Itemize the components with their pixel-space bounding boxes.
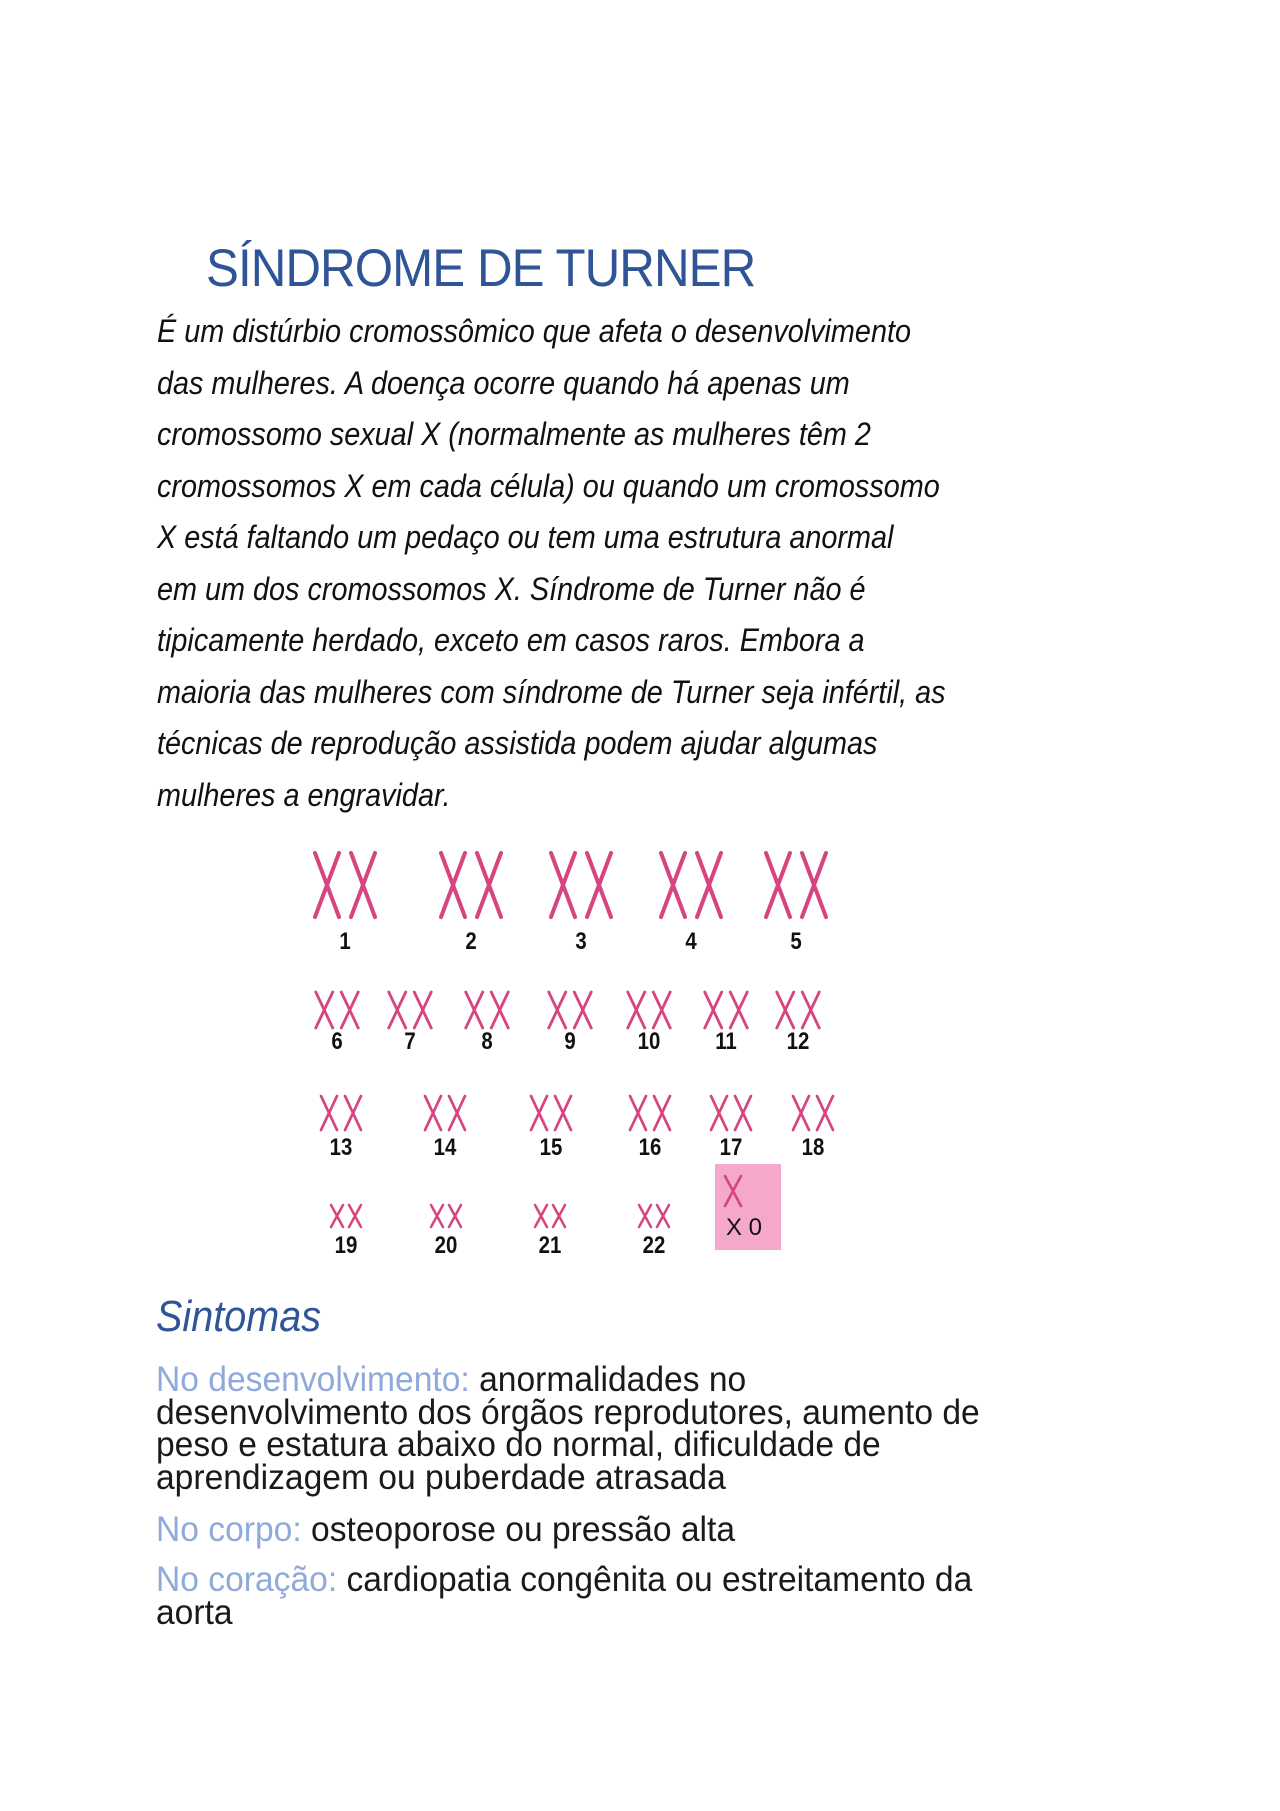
chromosome-icon bbox=[477, 853, 501, 917]
chromosome-icon bbox=[425, 1096, 441, 1130]
chromosome-label: 9 bbox=[564, 1028, 576, 1055]
chromosome-label: 10 bbox=[637, 1028, 661, 1055]
symptom-text: desenvolvimento dos órgãos reprodutores, aumento de bbox=[156, 1392, 980, 1432]
symptom-text: anormalidades no bbox=[469, 1360, 747, 1399]
chromosome-icon bbox=[531, 1096, 547, 1130]
symptom-text: aorta bbox=[156, 1592, 233, 1632]
chromosome-icon bbox=[389, 992, 406, 1028]
paragraph-line: das mulheres. A doença ocorre quando há apenas um bbox=[157, 364, 850, 401]
chromosome-label: 4 bbox=[685, 928, 697, 955]
chromosome-icon bbox=[414, 992, 431, 1028]
chromosome-icon bbox=[802, 992, 819, 1028]
intro-paragraph bbox=[157, 306, 1033, 821]
chromosome-icon bbox=[535, 1205, 547, 1227]
symptom-text: osteoporose ou pressão alta bbox=[301, 1510, 736, 1549]
chromosome-label: 5 bbox=[790, 928, 802, 955]
chromosome-icon bbox=[654, 1096, 670, 1130]
chromosome-label: 14 bbox=[433, 1134, 457, 1161]
symptom-development bbox=[156, 1360, 1014, 1497]
chromosome-label: 15 bbox=[539, 1134, 563, 1161]
paragraph-line: cromossomo sexual X (normalmente as mulheres têm 2 bbox=[157, 416, 871, 452]
chromosome-label: 11 bbox=[715, 1028, 737, 1055]
paragraph-line: em um dos cromossomos X. Síndrome de Turner não é bbox=[157, 570, 866, 607]
chromosome-label: 6 bbox=[331, 1028, 343, 1055]
chromosome-icon bbox=[555, 1096, 571, 1130]
chromosome-icon bbox=[653, 992, 670, 1028]
chromosome-label: 1 bbox=[339, 928, 351, 955]
chromosome-icon bbox=[639, 1205, 651, 1227]
chromosome-icon bbox=[315, 853, 339, 917]
chromosome-icon bbox=[345, 1096, 361, 1130]
chromosome-icon bbox=[316, 992, 333, 1028]
chromosome-icon bbox=[777, 992, 794, 1028]
chromosome-icon bbox=[321, 1096, 337, 1130]
chromosome-label: 17 bbox=[719, 1134, 743, 1161]
chromosome-label: 13 bbox=[329, 1134, 353, 1161]
chromosome-icon bbox=[735, 1096, 751, 1130]
chromosome-label: 16 bbox=[638, 1134, 662, 1161]
chromosome-icon bbox=[705, 992, 722, 1028]
chromosome-icon bbox=[466, 992, 483, 1028]
symptoms-heading: Sintomas bbox=[156, 1292, 322, 1341]
chromosome-label: 19 bbox=[334, 1232, 358, 1259]
paragraph-line: É um distúrbio cromossômico que afeta o desenvolvimento bbox=[157, 313, 911, 349]
paragraph-line: cromossomos X em cada célula) ou quando um cromossomo bbox=[157, 467, 940, 504]
paragraph-line: técnicas de reprodução assistida podem ajudar algumas bbox=[157, 725, 878, 761]
chromosome-icon bbox=[341, 992, 358, 1028]
chromosome-icon bbox=[628, 992, 645, 1028]
chromosome-icon bbox=[351, 853, 375, 917]
chromosome-icon bbox=[802, 853, 826, 917]
paragraph-line: maioria das mulheres com síndrome de Turner seja infértil, as bbox=[157, 673, 946, 710]
chromosome-icon bbox=[549, 992, 566, 1028]
symptom-lead: No corpo: bbox=[156, 1510, 302, 1549]
chromosome-icon bbox=[587, 853, 611, 917]
symptom-body bbox=[156, 1510, 759, 1549]
symptom-text: peso e estatura abaixo do normal, dificuldade de bbox=[156, 1425, 881, 1464]
chromosome-icon bbox=[697, 853, 721, 917]
chromosome-icon bbox=[730, 992, 747, 1028]
symptom-lead: No coração: bbox=[156, 1560, 338, 1599]
chromosome-label: 7 bbox=[404, 1028, 416, 1055]
symptom-text: aprendizagem ou puberdade atrasada bbox=[156, 1457, 726, 1497]
chromosome-icon bbox=[766, 853, 790, 917]
chromosome-icon bbox=[711, 1096, 727, 1130]
chromosome-label: 21 bbox=[538, 1232, 562, 1259]
chromosome-label: 22 bbox=[642, 1232, 666, 1259]
chromosome-icon bbox=[449, 1096, 465, 1130]
symptom-heart bbox=[156, 1560, 1006, 1632]
chromosome-icon bbox=[657, 1205, 669, 1227]
chromosome-icon bbox=[491, 992, 508, 1028]
page-title: SÍNDROME DE TURNER bbox=[206, 239, 756, 298]
chromosome-label: 2 bbox=[465, 928, 477, 955]
chromosome-label: 18 bbox=[801, 1134, 825, 1161]
chromosome-icon bbox=[349, 1205, 361, 1227]
chromosome-label: 3 bbox=[575, 928, 587, 955]
paragraph-line: tipicamente herdado, exceto em casos raros. Embora a bbox=[157, 622, 865, 658]
chromosome-icon bbox=[661, 853, 685, 917]
paragraph-line: mulheres a engravidar. bbox=[157, 776, 451, 813]
symptom-lead: No desenvolvimento: bbox=[156, 1360, 470, 1399]
chromosome-label: 8 bbox=[481, 1028, 493, 1055]
chromosome-icon bbox=[449, 1205, 461, 1227]
chromosome-icon bbox=[441, 853, 465, 917]
chromosome-label: 12 bbox=[786, 1028, 810, 1055]
chromosome-icon bbox=[551, 853, 575, 917]
chromosome-icon bbox=[793, 1096, 809, 1130]
sex-chromosome-label: X 0 bbox=[726, 1214, 763, 1241]
chromosome-icon bbox=[331, 1205, 343, 1227]
paragraph-line: X está faltando um pedaço ou tem uma estrutura anormal bbox=[157, 519, 894, 555]
chromosome-icon bbox=[553, 1205, 565, 1227]
chromosome-icon bbox=[817, 1096, 833, 1130]
symptom-text: cardiopatia congênita ou estreitamento da bbox=[337, 1560, 973, 1599]
chromosome-icon bbox=[431, 1205, 443, 1227]
chromosome-icon bbox=[574, 992, 591, 1028]
chromosome-label: 20 bbox=[434, 1232, 458, 1259]
chromosome-icon bbox=[630, 1096, 646, 1130]
